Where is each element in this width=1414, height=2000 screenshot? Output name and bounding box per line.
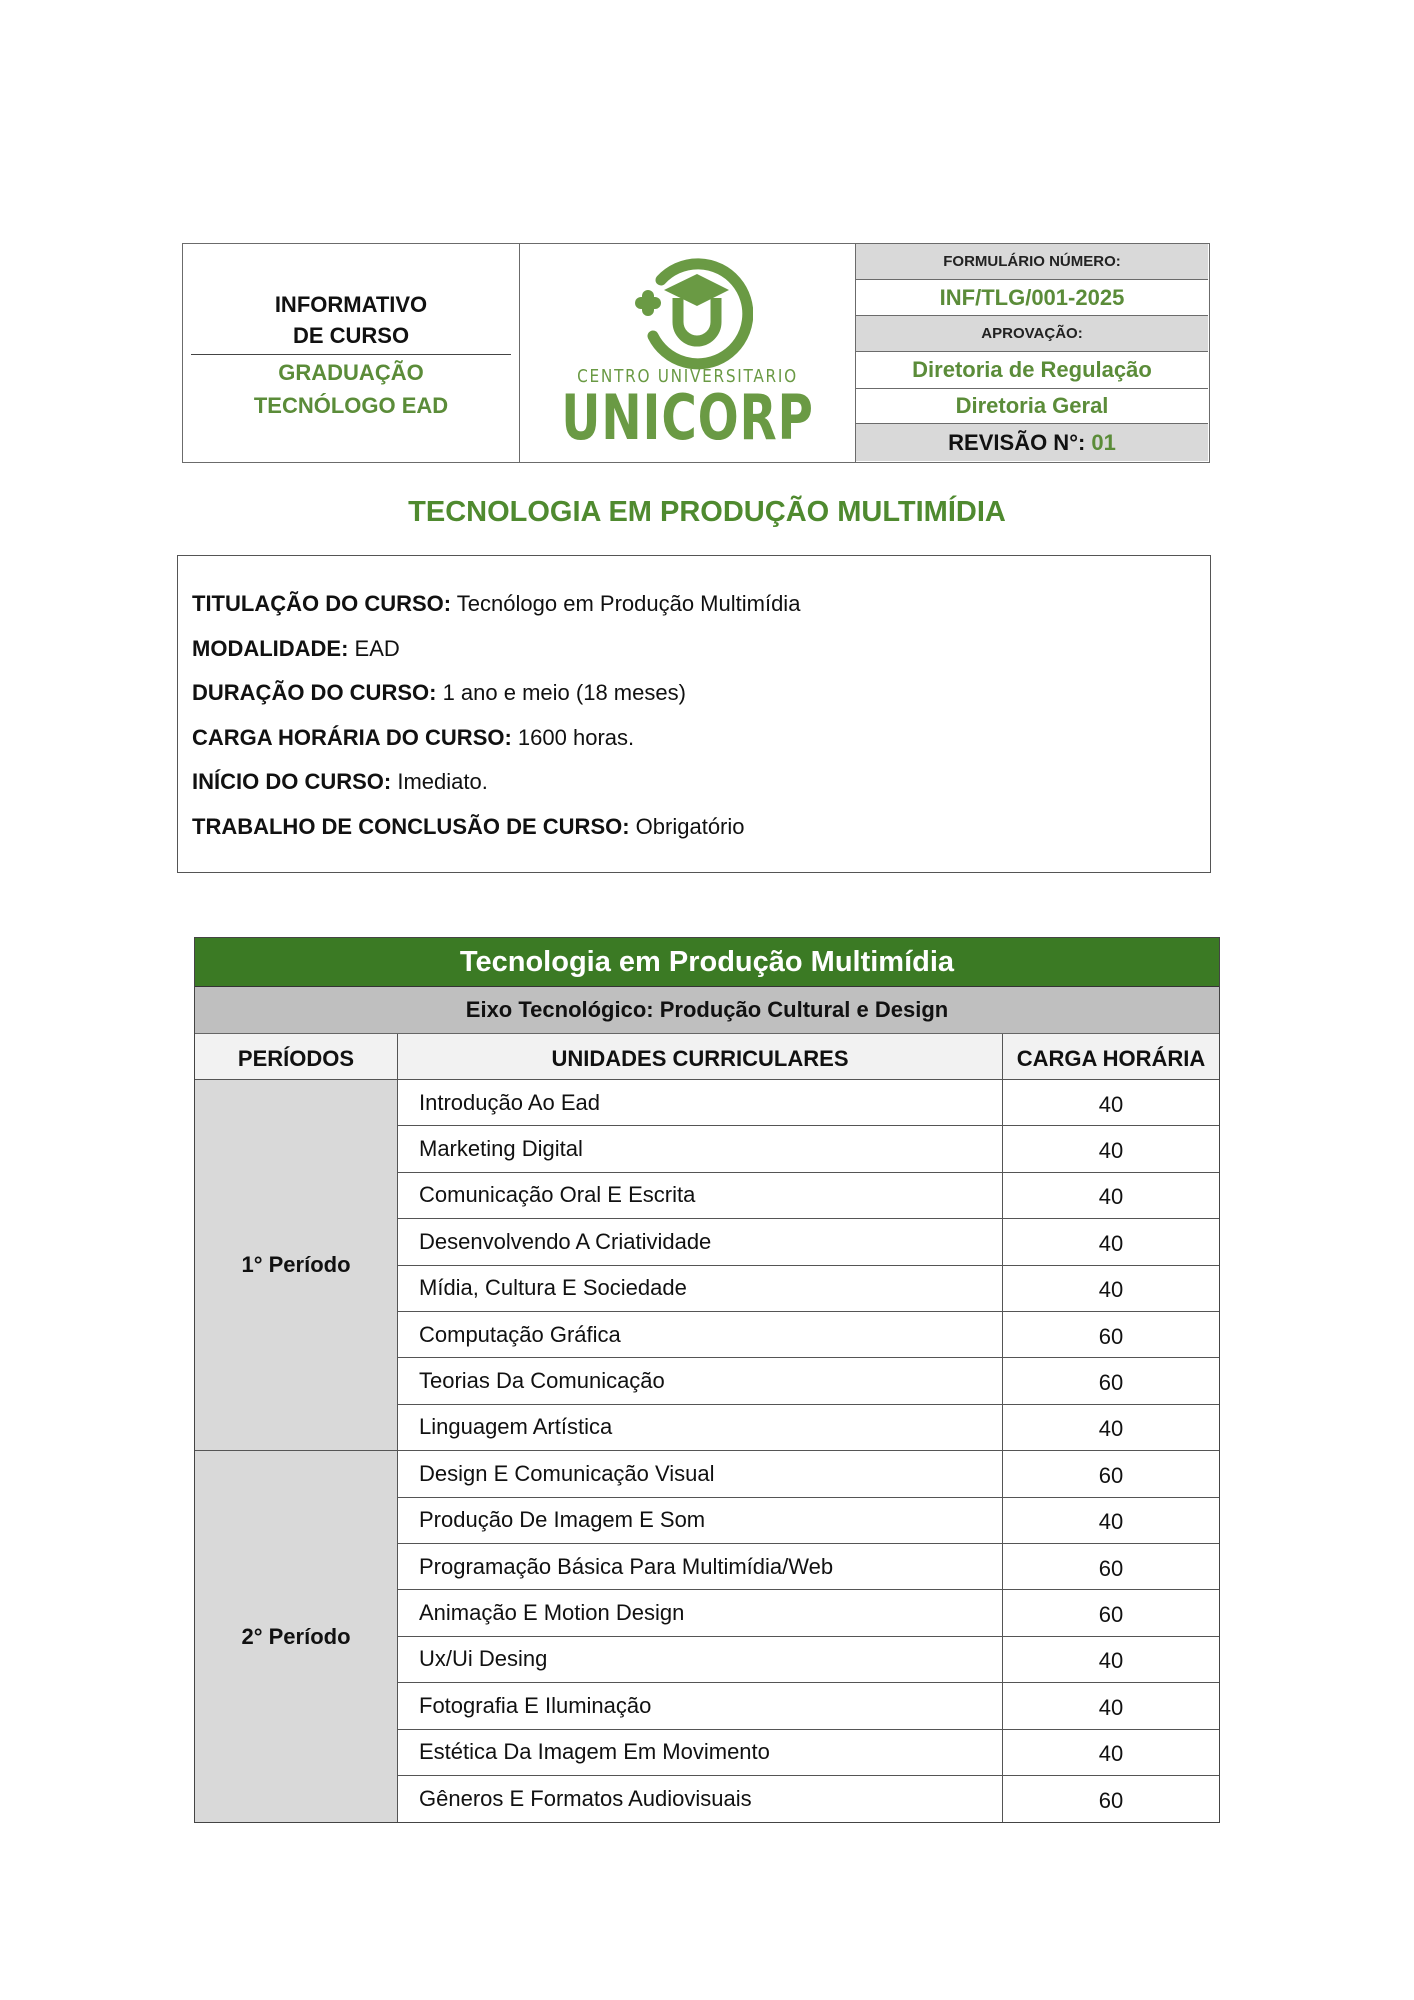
column-header-periodos: PERÍODOS xyxy=(237,1045,355,1071)
info-tcc xyxy=(192,805,1196,850)
column-header-unidades: UNIDADES CURRICULARES xyxy=(397,1034,1002,1079)
period-1-cell: 1° Período xyxy=(195,1080,397,1451)
unit-name: Animação E Motion Design xyxy=(397,1590,1002,1635)
form-number-label: FORMULÁRIO NÚMERO: xyxy=(856,244,1208,280)
approval-regulacao: Diretoria de Regulação xyxy=(856,352,1208,389)
table-row xyxy=(397,1730,1219,1776)
unit-hours: 60 xyxy=(1002,1358,1219,1403)
header-course-info-cell xyxy=(183,244,520,462)
unit-hours: 60 xyxy=(1002,1590,1219,1635)
unit-name: Introdução Ao Ead xyxy=(397,1080,1002,1125)
table-row xyxy=(397,1683,1219,1729)
table-row xyxy=(397,1080,1219,1126)
header-form-info xyxy=(856,244,1208,462)
revision-number: 01 xyxy=(1091,429,1116,455)
unit-name: Programação Básica Para Multimídia/Web xyxy=(397,1544,1002,1589)
table-row xyxy=(397,1358,1219,1404)
info-inicio xyxy=(192,760,1196,805)
info-modalidade xyxy=(192,627,1196,672)
unicorp-logo xyxy=(520,244,856,462)
unit-hours: 40 xyxy=(1002,1266,1219,1311)
approval-geral: Diretoria Geral xyxy=(856,389,1208,424)
unit-name: Comunicação Oral E Escrita xyxy=(397,1173,1002,1218)
unit-name: Mídia, Cultura E Sociedade xyxy=(397,1266,1002,1311)
info-label: MODALIDADE: xyxy=(192,635,349,661)
unit-hours: 40 xyxy=(1002,1730,1219,1775)
info-label: CARGA HORÁRIA DO CURSO: xyxy=(192,724,512,750)
logo-name: UNICORP xyxy=(561,381,814,454)
table-row xyxy=(397,1544,1219,1590)
info-label: INÍCIO DO CURSO: xyxy=(192,769,392,794)
unit-hours: 60 xyxy=(1002,1451,1219,1496)
approval-label: APROVAÇÃO: xyxy=(856,316,1208,352)
document-header xyxy=(182,243,1210,463)
form-number-value: INF/TLG/001-2025 xyxy=(856,280,1208,316)
unit-hours: 40 xyxy=(1002,1683,1219,1728)
info-value: Imediato. xyxy=(391,769,488,794)
graduation-cap-logo-icon xyxy=(623,252,753,372)
unit-hours: 40 xyxy=(1002,1080,1219,1125)
table-row xyxy=(397,1266,1219,1312)
table-row xyxy=(397,1312,1219,1358)
table-row xyxy=(397,1126,1219,1172)
unit-name: Linguagem Artística xyxy=(397,1405,1002,1450)
info-value: Obrigatório xyxy=(629,813,745,839)
table-row xyxy=(397,1219,1219,1265)
course-info-box xyxy=(177,555,1211,873)
info-carga-horaria xyxy=(192,716,1196,761)
unit-name: Produção De Imagem E Som xyxy=(397,1498,1002,1543)
info-value: EAD xyxy=(348,635,400,661)
header-graduacao xyxy=(183,356,519,422)
curriculum-header-row xyxy=(195,1034,1219,1080)
page-title: TECNOLOGIA EM PRODUÇÃO MULTIMÍDIA xyxy=(408,496,1006,528)
info-value: 1600 horas. xyxy=(511,724,635,750)
curriculum-table xyxy=(194,937,1220,1823)
table-row xyxy=(397,1451,1219,1497)
unit-hours: 40 xyxy=(1002,1405,1219,1450)
table-row xyxy=(397,1590,1219,1636)
unit-hours: 40 xyxy=(1002,1637,1219,1682)
header-line-tecnologo-ead: TECNÓLOGO EAD xyxy=(253,393,449,418)
unit-hours: 40 xyxy=(1002,1126,1219,1171)
unit-name: Estética Da Imagem Em Movimento xyxy=(397,1730,1002,1775)
unit-name: Fotografia E Iluminação xyxy=(397,1683,1002,1728)
column-header-carga-horaria: CARGA HORÁRIA xyxy=(1002,1034,1219,1079)
unit-name: Desenvolvendo A Criatividade xyxy=(397,1219,1002,1264)
table-row xyxy=(397,1637,1219,1683)
unit-hours: 60 xyxy=(1002,1776,1219,1822)
unit-hours: 60 xyxy=(1002,1544,1219,1589)
unit-name: Marketing Digital xyxy=(397,1126,1002,1171)
unit-hours: 40 xyxy=(1002,1173,1219,1218)
info-duracao xyxy=(192,671,1196,716)
unit-name: Computação Gráfica xyxy=(397,1312,1002,1357)
header-line-graduacao: GRADUAÇÃO xyxy=(278,360,424,385)
info-titulacao xyxy=(192,582,1196,627)
table-row xyxy=(397,1776,1219,1822)
header-informativo xyxy=(183,289,519,351)
unit-name: Gêneros E Formatos Audiovisuais xyxy=(397,1776,1002,1822)
info-label: TRABALHO DE CONCLUSÃO DE CURSO: xyxy=(192,813,630,839)
revision-label: REVISÃO N°: xyxy=(948,429,1086,455)
period-2-cell: 2° Período xyxy=(195,1451,397,1822)
header-divider xyxy=(191,354,511,355)
info-value: Tecnólogo em Produção Multimídia xyxy=(451,591,801,616)
info-label: TITULAÇÃO DO CURSO: xyxy=(192,591,452,616)
header-line-informativo: INFORMATIVO xyxy=(274,292,428,317)
table-row xyxy=(397,1173,1219,1219)
table-row xyxy=(397,1498,1219,1544)
logo-subtitle: CENTRO UNIVERSITARIO xyxy=(577,366,798,387)
revision-row xyxy=(856,424,1208,461)
curriculum-axis: Eixo Tecnológico: Produção Cultural e Design xyxy=(195,987,1219,1034)
curriculum-table-title: Tecnologia em Produção Multimídia xyxy=(195,938,1219,987)
unit-name: Design E Comunicação Visual xyxy=(397,1451,1002,1496)
table-row xyxy=(397,1405,1219,1451)
header-line-de-curso: DE CURSO xyxy=(292,323,410,348)
unit-hours: 40 xyxy=(1002,1219,1219,1264)
info-label: DURAÇÃO DO CURSO: xyxy=(192,680,437,705)
unit-name: Teorias Da Comunicação xyxy=(397,1358,1002,1403)
unit-hours: 40 xyxy=(1002,1498,1219,1543)
unit-name: Ux/Ui Desing xyxy=(397,1637,1002,1682)
unit-hours: 60 xyxy=(1002,1312,1219,1357)
info-value: 1 ano e meio (18 meses) xyxy=(436,680,686,705)
